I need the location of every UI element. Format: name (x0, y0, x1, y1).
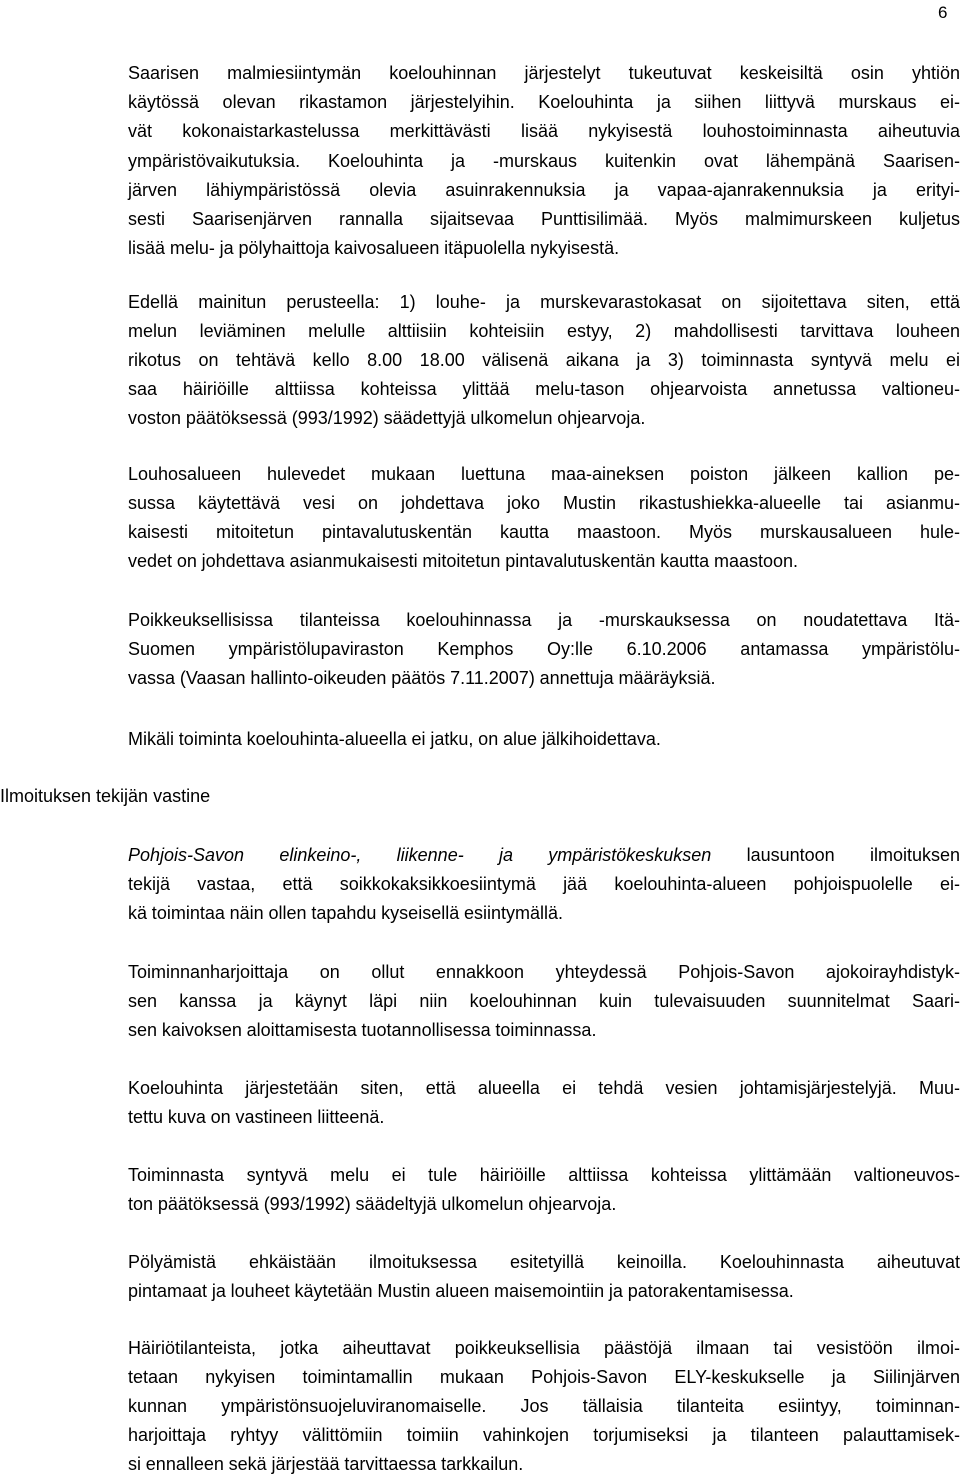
text-line: harjoittaja ryhtyy välittömiin toimiin vahinkojen torjumiseksi ja tilanteen palauttamisek- (128, 1425, 960, 1445)
paragraph-3 (128, 460, 960, 576)
paragraph-5 (128, 725, 960, 754)
text-line: kunnan ympäristönsuojeluviranomaiselle. Jos tällaisia tilanteita esiintyy, toiminnan- (128, 1396, 960, 1416)
text-line: rikotus on tehtävä kello 8.00 18.00 välisenä aikana ja 3) toiminnasta syntyvä melu ei (128, 350, 960, 370)
text-line: Pölyämistä ehkäistään ilmoituksessa esitetyillä keinoilla. Koelouhinnasta aiheutuvat (128, 1252, 960, 1272)
text-line: Häiriötilanteista, jotka aiheuttavat poikkeuksellisia päästöjä ilmaan tai vesistöön ilmoi- (128, 1338, 960, 1358)
text-line: vassa (Vaasan hallinto-oikeuden päätös 7.11.2007) annettuja määräyksiä. (128, 668, 716, 688)
paragraph-2 (128, 288, 960, 433)
page-number: 6 (938, 3, 948, 22)
text-line: Suomen ympäristölupaviraston Kemphos Oy:lle 6.10.2006 antamassa ympäristölu- (128, 639, 960, 659)
lead-rest: lausuntoon ilmoituksen (711, 845, 960, 865)
text-line: järven lähiympäristössä olevia asuinrakennuksia ja vapaa-ajanrakennuksia ja erityi- (128, 179, 960, 200)
paragraph-8 (128, 1074, 960, 1132)
text-line: Edellä mainitun perusteella: 1) louhe- ja murskevarastokasat on sijoitettava siten, että (128, 292, 960, 312)
paragraph-10 (128, 1248, 960, 1306)
text-line: kä toimintaa näin ollen tapahdu kyseisellä esiintymällä. (128, 903, 564, 923)
text-line: ton päätöksessä (993/1992) säädeltyjä ulkomelun ohjearvoja. (128, 1194, 617, 1214)
text-line: Louhosalueen hulevedet mukaan luettuna maa-aineksen poiston jälkeen kallion pe- (128, 464, 960, 484)
text-line: si ennalleen sekä järjestää tarvittaessa tarkkailun. (128, 1454, 524, 1474)
text-line: tettu kuva on vastineen liitteenä. (128, 1107, 385, 1127)
text-line: sen kaivoksen aloittamisesta tuotannollisessa toiminnassa. (128, 1020, 597, 1040)
text-line-lead (128, 841, 960, 870)
text-line: Saarisen malmiesiintymän koelouhinnan järjestelyt tukeutuvat keskeisiltä osin yhtiön (128, 63, 960, 83)
text-line: melun leviäminen melulle alttiisiin kohteisiin estyy, 2) mahdollisesti tarvittava louheen (128, 321, 960, 341)
paragraph-11 (128, 1334, 960, 1479)
text-line: vät kokonaistarkastelussa merkittävästi lisää nykyisestä louhostoiminnasta aiheutuvia (128, 121, 960, 142)
text-line: lisää melu- ja pölyhaittoja kaivosalueen itäpuolella nykyisestä. (128, 238, 620, 259)
italic-organisation-name: Pohjois-Savon elinkeino-, liikenne- ja ympäristökeskuksen (128, 845, 712, 865)
side-heading: Ilmoituksen tekijän vastine (0, 786, 211, 806)
text-line: ympäristövaikutuksia. Koelouhinta ja -murskaus kuitenkin ovat lähempänä Saarisen- (128, 150, 960, 171)
paragraph-1 (128, 59, 960, 263)
text-line: kaisesti mitoitetun pintavalutuskentän kautta maastoon. Myös murskausalueen hule- (128, 522, 960, 542)
text-line: sesti Saarisenjärven rannalla sijaitsevaa Punttisilimää. Myös malmimurskeen kuljetus (128, 208, 960, 229)
text-line: saa häiriöille alttiissa kohteissa ylittää melu-tason ohjearvoista annetussa valtioneu- (128, 379, 960, 399)
paragraph-6 (128, 841, 960, 928)
paragraph-9 (128, 1161, 960, 1219)
paragraph-4 (128, 606, 960, 693)
text-line: käytössä olevan rikastamon järjestelyihin. Koelouhinta ja siihen liittyvä murskaus ei- (128, 92, 960, 113)
text-line: tekijä vastaa, että soikkokaksikkoesiintymä jää koelouhinta-alueen pohjoispuolelle ei- (128, 874, 960, 894)
text-line: vedet on johdettava asianmukaisesti mitoitetun pintavalutuskentän kautta maastoon. (128, 551, 799, 571)
text-line: pintamaat ja louheet käytetään Mustin alueen maisemointiin ja patorakentamisessa. (128, 1281, 794, 1301)
paragraph-7 (128, 958, 960, 1045)
text-line: voston päätöksessä (993/1992) säädettyjä ulkomelun ohjearvoja. (128, 408, 646, 428)
text-line: tetaan nykyisen toimintamallin mukaan Pohjois-Savon ELY-keskukselle ja Siilinjärven (128, 1367, 960, 1387)
text-line: Mikäli toiminta koelouhinta-alueella ei jatku, on alue jälkihoidettava. (128, 729, 661, 749)
text-line: Koelouhinta järjestetään siten, että alueella ei tehdä vesien johtamisjärjestelyjä. Muu- (128, 1078, 960, 1098)
text-line: sen kanssa ja käynyt läpi niin koelouhinnan kuin tulevaisuuden suunnitelmat Saari- (128, 991, 960, 1011)
text-line: Poikkeuksellisissa tilanteissa koelouhinnassa ja -murskauksessa on noudatettava Itä- (128, 610, 960, 630)
text-line: sussa käytettävä vesi on johdettava joko Mustin rikastushiekka-alueelle tai asianmu- (128, 493, 960, 513)
text-line: Toiminnasta syntyvä melu ei tule häiriöille alttiissa kohteissa ylittämään valtioneuvos- (128, 1165, 960, 1185)
text-line: Toiminnanharjoittaja on ollut ennakkoon yhteydessä Pohjois-Savon ajokoirayhdistyk- (128, 962, 960, 982)
